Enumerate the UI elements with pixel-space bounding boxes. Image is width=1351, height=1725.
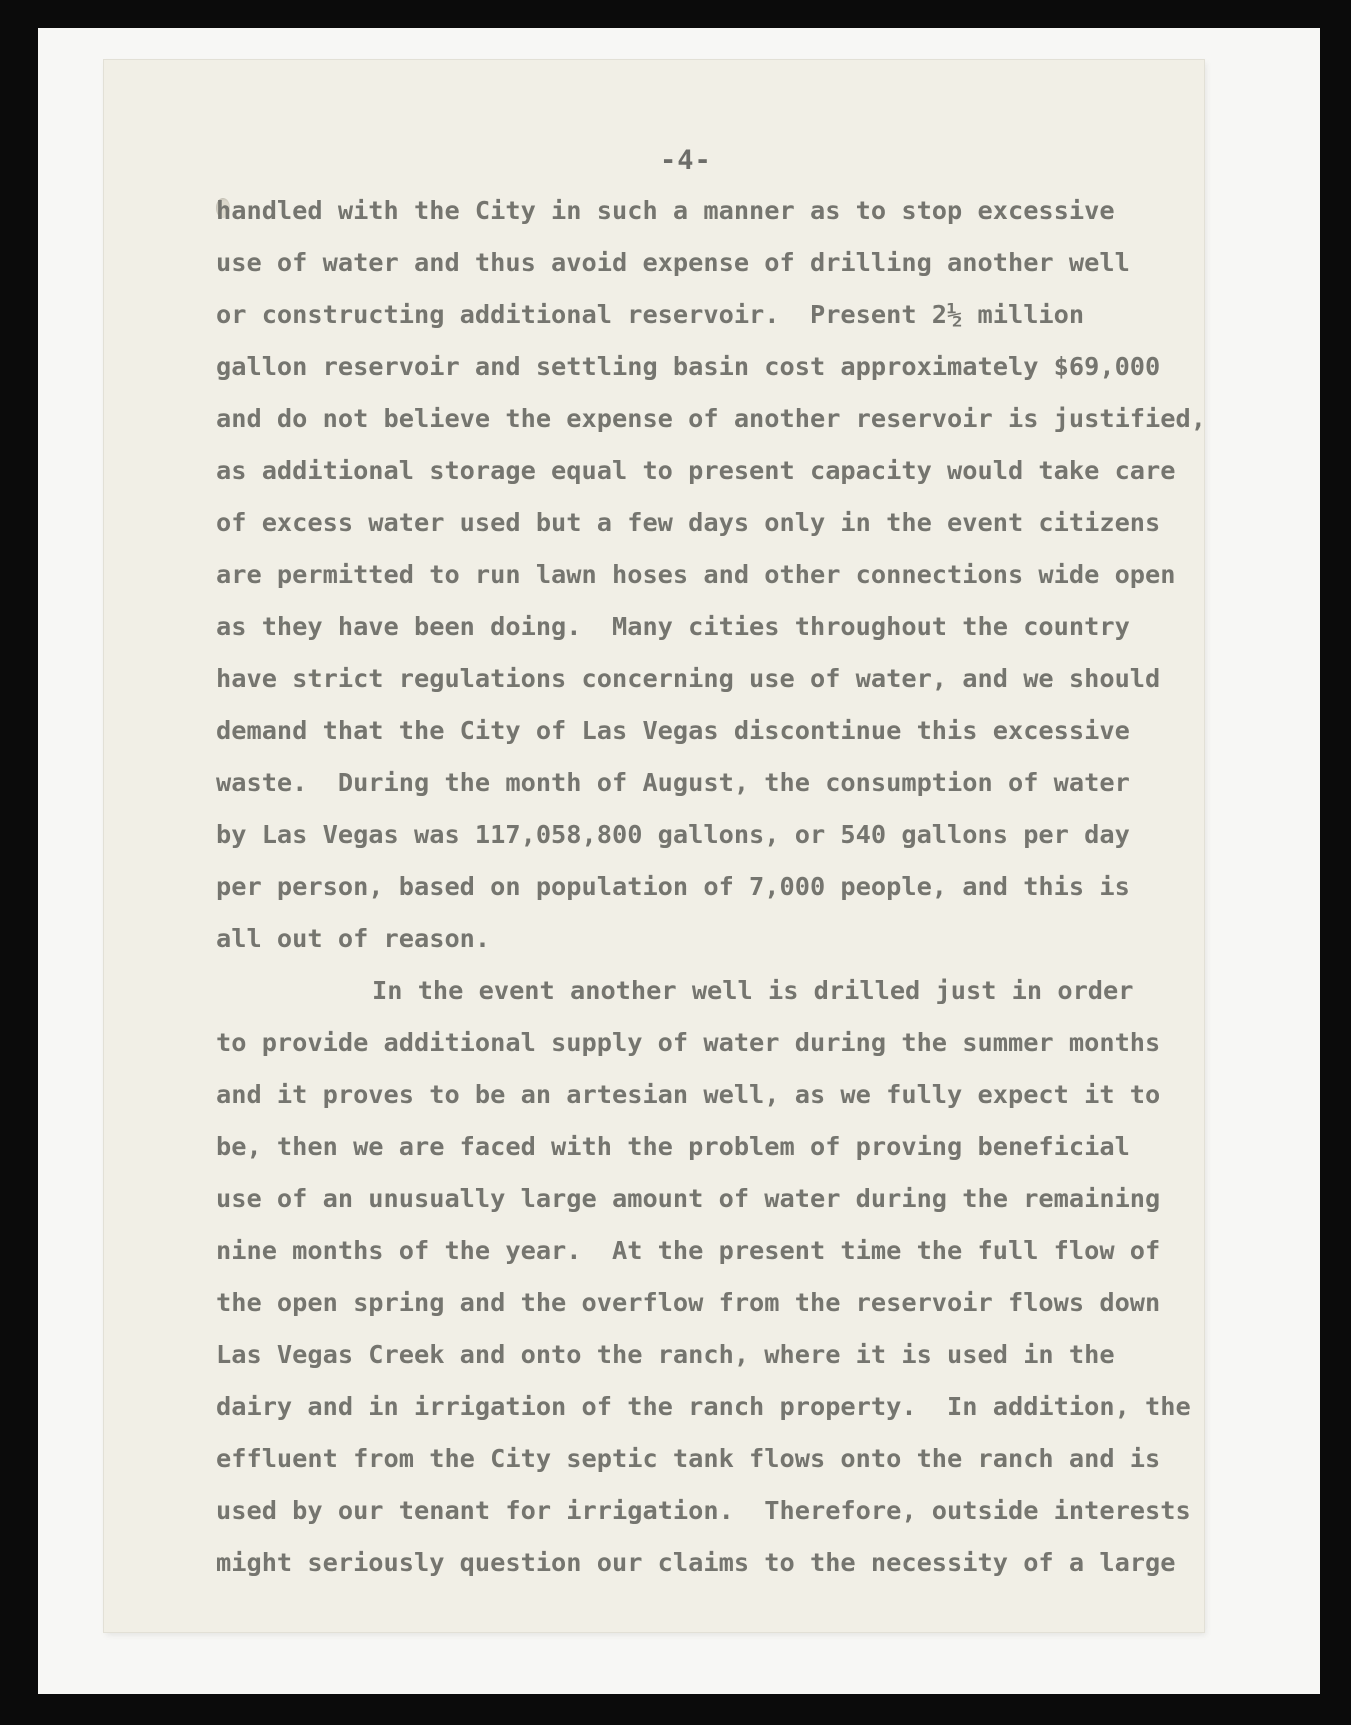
text-line: have strict regulations concerning use of water, and we should [216,664,1161,693]
text-line: Las Vegas Creek and onto the ranch, where it is used in the [216,1340,1115,1369]
text-line: effluent from the City septic tank flows onto the ranch and is [216,1444,1161,1473]
text-line: and it proves to be an artesian well, as we fully expect it to [216,1080,1161,1109]
text-line: use of water and thus avoid expense of drilling another well [216,248,1130,277]
text-line: the open spring and the overflow from the reservoir flows down [216,1288,1161,1317]
text-line: might seriously question our claims to the necessity of a large [216,1548,1176,1577]
text-line: per person, based on population of 7,000 people, and this is [216,872,1130,901]
text-line: dairy and in irrigation of the ranch property. In addition, the [216,1392,1191,1421]
text-line: to provide additional supply of water during the summer months [216,1028,1161,1057]
text-line: nine months of the year. At the present time the full flow of [216,1236,1161,1265]
text-line: demand that the City of Las Vegas discontinue this excessive [216,716,1130,745]
page-number: -4- [660,145,712,176]
text-line: of excess water used but a few days only in the event citizens [216,508,1161,537]
text-line: by Las Vegas was 117,058,800 gallons, or 540 gallons per day [216,820,1130,849]
text-line: all out of reason. [216,924,491,953]
text-line: handled with the City in such a manner as to stop excessive [216,196,1115,225]
text-line: are permitted to run lawn hoses and other connections wide open [216,560,1176,589]
text-line: waste. During the month of August, the consumption of water [216,768,1130,797]
text-line: as additional storage equal to present capacity would take care [216,456,1176,485]
text-line: as they have been doing. Many cities throughout the country [216,612,1130,641]
text-line: used by our tenant for irrigation. Therefore, outside interests [216,1496,1191,1525]
text-line: gallon reservoir and settling basin cost approximately $69,000 [216,352,1161,381]
text-line: or constructing additional reservoir. Present 2½ million [216,300,1085,329]
text-line: be, then we are faced with the problem of proving beneficial [216,1132,1130,1161]
text-line: use of an unusually large amount of water during the remaining [216,1184,1161,1213]
text-line: and do not believe the expense of another reservoir is justified, [216,404,1206,433]
text-line: In the event another well is drilled just in order [372,976,1134,1005]
